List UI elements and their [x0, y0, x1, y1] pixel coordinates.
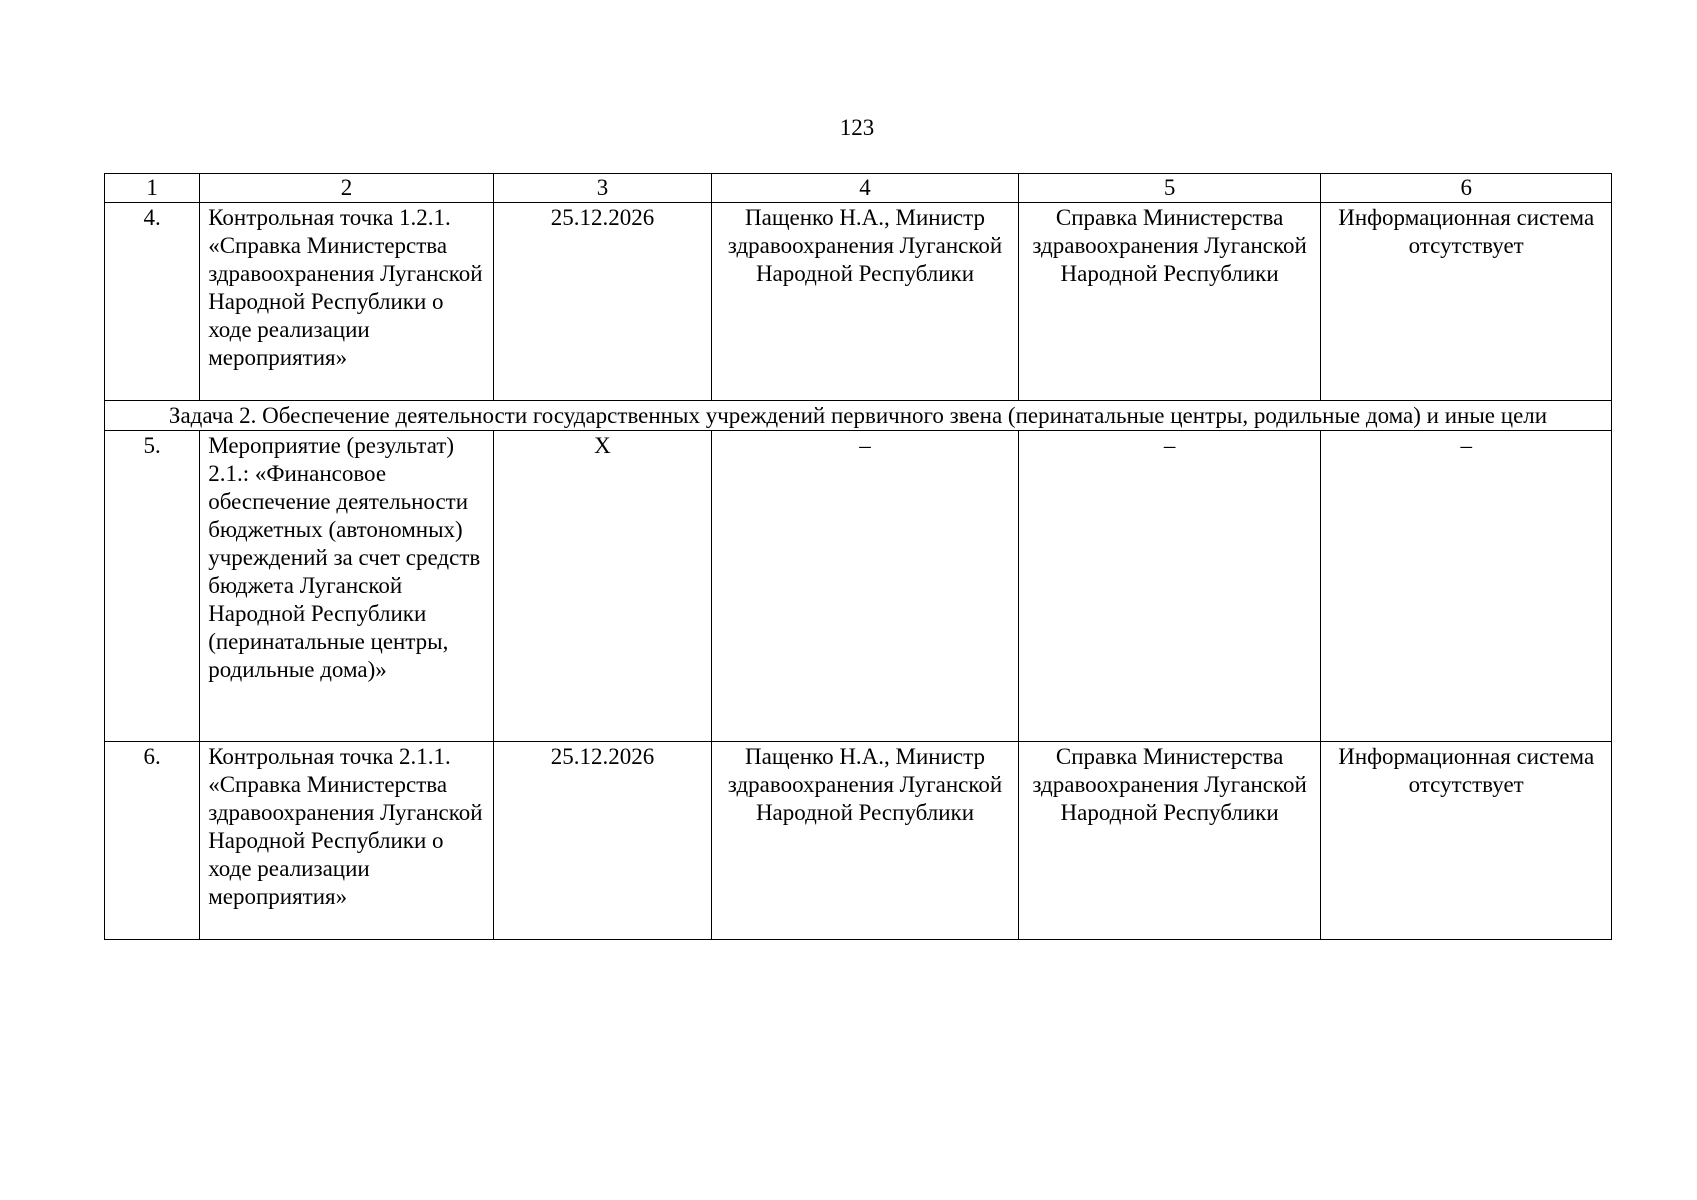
row-responsible: Пащенко Н.А., Министр здравоохранения Луганской Народной Республики [712, 742, 1019, 940]
table-header-row [105, 174, 1612, 203]
row-document: Справка Министерства здравоохранения Луганской Народной Республики [1018, 742, 1321, 940]
table-row [105, 203, 1612, 401]
column-header: 2 [200, 174, 494, 203]
column-header: 3 [493, 174, 711, 203]
row-number: 6. [105, 742, 200, 940]
table-row [105, 431, 1612, 742]
task-row [105, 401, 1612, 431]
row-number: 4. [105, 203, 200, 401]
row-date: 25.12.2026 [493, 742, 711, 940]
row-name: Контрольная точка 2.1.1. «Справка Министерства здравоохранения Луганской Народной Республики о ходе реализации мероприятия» [200, 742, 494, 940]
row-document: Справка Министерства здравоохранения Луганской Народной Республики [1018, 203, 1321, 401]
page-number: 123 [839, 115, 875, 140]
row-system: – [1321, 431, 1612, 742]
row-date: 25.12.2026 [493, 203, 711, 401]
table-row [105, 742, 1612, 940]
column-header: 6 [1321, 174, 1612, 203]
row-date: X [493, 431, 711, 742]
row-name: Контрольная точка 1.2.1. «Справка Министерства здравоохранения Луганской Народной Республики о ходе реализации мероприятия» [200, 203, 494, 401]
column-header: 1 [105, 174, 200, 203]
column-header: 4 [712, 174, 1019, 203]
task-heading: Задача 2. Обеспечение деятельности государственных учреждений первичного звена (перинатальные центры, родильные дома) и иные цели [105, 401, 1612, 431]
plan-table [104, 173, 1612, 940]
row-system: Информационная система отсутствует [1321, 742, 1612, 940]
row-system: Информационная система отсутствует [1321, 203, 1612, 401]
row-document: – [1018, 431, 1321, 742]
row-responsible: – [712, 431, 1019, 742]
row-number: 5. [105, 431, 200, 742]
row-responsible: Пащенко Н.А., Министр здравоохранения Луганской Народной Республики [712, 203, 1019, 401]
column-header: 5 [1018, 174, 1321, 203]
row-name: Мероприятие (результат) 2.1.: «Финансовое обеспечение деятельности бюджетных (автономных) учреждений за счет средств бюджета Луганской Народной Республики (перинатальные центры, родильные дома)» [200, 431, 494, 742]
